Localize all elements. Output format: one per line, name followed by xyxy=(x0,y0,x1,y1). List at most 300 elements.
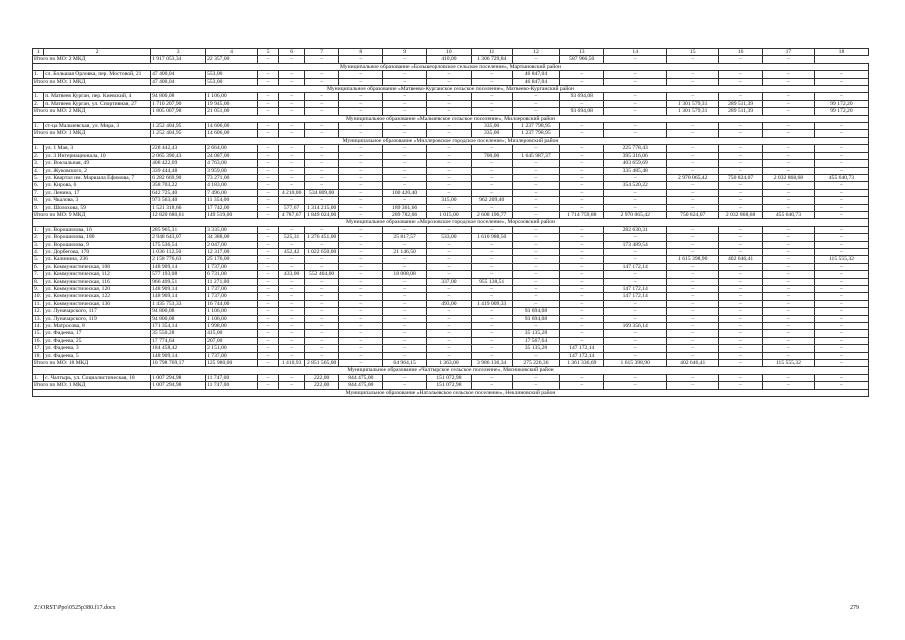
cell-value: – xyxy=(339,360,383,367)
table-row xyxy=(33,352,869,359)
cell-value: 34 388,00 xyxy=(206,234,258,241)
section-title: Муниципальное образование «Миллеровское городское поселение», Миллеровский район xyxy=(33,137,869,144)
cell-value: – xyxy=(512,271,560,278)
cell-value: – xyxy=(814,308,868,315)
cell-value: – xyxy=(383,56,427,63)
cell-value: – xyxy=(814,300,868,307)
cell-value: – xyxy=(560,174,604,181)
cell-value: – xyxy=(512,323,560,330)
cell-value: – xyxy=(512,100,560,107)
cell-value: – xyxy=(383,293,427,300)
cell-value: 315,00 xyxy=(427,197,472,204)
cell-value: – xyxy=(471,108,512,115)
cell-value: – xyxy=(279,167,304,174)
cell-value: 14 606,00 xyxy=(206,130,258,137)
cell-value: – xyxy=(762,123,814,130)
cell-value: 10 798 769,17 xyxy=(151,360,206,367)
cell-value: – xyxy=(339,308,383,315)
cell-value: – xyxy=(427,286,472,293)
cell-value: – xyxy=(427,315,472,322)
cell-value: – xyxy=(471,160,512,167)
cell-value: 533,00 xyxy=(427,234,472,241)
cell-value: 100 420,40 xyxy=(383,189,427,196)
cell-value: – xyxy=(427,174,472,181)
address-cell: ул. Калинина, 236 xyxy=(44,256,151,263)
cell-value: – xyxy=(339,56,383,63)
cell-value: – xyxy=(427,293,472,300)
total-label: Итого по МО: 1 МКД xyxy=(33,78,151,85)
cell-value: – xyxy=(560,182,604,189)
cell-value: 4 210,00 xyxy=(279,189,304,196)
address-cell: сл. Большая Орловка, пер. Мостовой, 21 xyxy=(44,71,151,78)
cell-value: – xyxy=(304,78,339,85)
cell-value: – xyxy=(762,374,814,381)
cell-value: – xyxy=(471,174,512,181)
cell-value: – xyxy=(512,234,560,241)
cell-value: – xyxy=(512,174,560,181)
cell-value: 1 849 024,00 xyxy=(304,211,339,218)
cell-value: – xyxy=(427,78,472,85)
cell-value: – xyxy=(762,300,814,307)
cell-value: 1 361 336,69 xyxy=(560,360,604,367)
cell-value: – xyxy=(604,56,667,63)
cell-value: 4 787,67 xyxy=(279,211,304,218)
cell-value: – xyxy=(258,330,279,337)
cell-value: – xyxy=(339,152,383,159)
cell-value: 395 316,06 xyxy=(604,152,667,159)
cell-value: 35 135,28 xyxy=(512,330,560,337)
cell-value: 402 646,41 xyxy=(719,256,763,263)
cell-value: – xyxy=(667,323,719,330)
cell-value: – xyxy=(279,130,304,137)
cell-value: – xyxy=(383,241,427,248)
cell-value: 149 519,00 xyxy=(206,211,258,218)
table-row xyxy=(33,278,869,285)
cell-value: – xyxy=(471,315,512,322)
cell-value: – xyxy=(560,100,604,107)
cell-value: – xyxy=(258,152,279,159)
cell-value: – xyxy=(560,145,604,152)
table-row xyxy=(33,182,869,189)
cell-value: 1 710 207,90 xyxy=(151,100,206,107)
cell-value: – xyxy=(560,278,604,285)
cell-value: – xyxy=(304,323,339,330)
table-row xyxy=(33,241,869,248)
cell-value: 17 742,00 xyxy=(206,204,258,211)
cell-value: – xyxy=(427,189,472,196)
cell-value: – xyxy=(471,167,512,174)
cell-value: – xyxy=(258,293,279,300)
row-number: 6. xyxy=(33,263,44,270)
cell-value: 553,00 xyxy=(206,78,258,85)
address-cell: ул. Чкалова, 3 xyxy=(44,197,151,204)
cell-value: 1 301 579,31 xyxy=(667,108,719,115)
cell-value: – xyxy=(762,286,814,293)
address-cell: ул. Коммунистическая, 120 xyxy=(44,286,151,293)
cell-value: – xyxy=(719,271,763,278)
cell-value: 966 409,51 xyxy=(151,278,206,285)
cell-value: – xyxy=(258,241,279,248)
cell-value: 1 036 112,50 xyxy=(151,248,206,255)
cell-value: – xyxy=(762,189,814,196)
address-cell: ул. Жуковского, 2 xyxy=(44,167,151,174)
row-number: 6. xyxy=(33,182,44,189)
cell-value: – xyxy=(814,330,868,337)
cell-value: – xyxy=(383,123,427,130)
cell-value: 962 209,40 xyxy=(471,197,512,204)
cell-value: – xyxy=(604,382,667,389)
cell-value: – xyxy=(604,374,667,381)
cell-value: – xyxy=(604,300,667,307)
total-row xyxy=(33,78,869,85)
cell-value: – xyxy=(814,263,868,270)
cell-value: – xyxy=(258,278,279,285)
cell-value: – xyxy=(258,226,279,233)
address-cell: ул. Фадеева, 3 xyxy=(44,345,151,352)
cell-value: – xyxy=(762,234,814,241)
table-row xyxy=(33,315,869,322)
cell-value: – xyxy=(604,352,667,359)
total-row xyxy=(33,130,869,137)
section-row xyxy=(33,367,869,374)
cell-value: 335 485,48 xyxy=(604,167,667,174)
address-cell: ул. Ворошилова, 16 xyxy=(44,226,151,233)
cell-value: – xyxy=(762,241,814,248)
cell-value: – xyxy=(339,323,383,330)
address-cell: ул. 1 Мая, 3 xyxy=(44,145,151,152)
cell-value: – xyxy=(279,56,304,63)
cell-value: – xyxy=(560,71,604,78)
total-label: Итого по МО: 1 МКД xyxy=(33,130,151,137)
cell-value: 289 511,39 xyxy=(719,100,763,107)
cell-value: – xyxy=(560,241,604,248)
cell-value: – xyxy=(762,315,814,322)
cell-value: – xyxy=(383,382,427,389)
row-number: 4. xyxy=(33,248,44,255)
cell-value: – xyxy=(383,78,427,85)
cell-value: 147 172,14 xyxy=(604,286,667,293)
cell-value: 147 172,14 xyxy=(560,345,604,352)
row-number: 1. xyxy=(33,374,44,381)
cell-value: – xyxy=(604,197,667,204)
cell-value: 1 106,00 xyxy=(206,315,258,322)
cell-value: – xyxy=(258,130,279,137)
cell-value: – xyxy=(471,286,512,293)
cell-value: – xyxy=(304,93,339,100)
cell-value: 169 356,14 xyxy=(604,323,667,330)
table-row xyxy=(33,152,869,159)
cell-value: – xyxy=(383,263,427,270)
cell-value: – xyxy=(383,100,427,107)
address-cell: ул. Коммунистическая, 122 xyxy=(44,293,151,300)
cell-value: – xyxy=(279,345,304,352)
cell-value: – xyxy=(719,241,763,248)
cell-value: – xyxy=(719,293,763,300)
cell-value: 222,00 xyxy=(304,374,339,381)
table-row xyxy=(33,308,869,315)
cell-value: – xyxy=(471,374,512,381)
column-number: 2 xyxy=(44,49,151,56)
cell-value: – xyxy=(427,352,472,359)
total-label: Итого по МО: 2 МКД xyxy=(33,108,151,115)
cell-value: 587 966,50 xyxy=(560,56,604,63)
address-cell: ул. Ворошилова, 180 xyxy=(44,234,151,241)
cell-value: 6 282 669,90 xyxy=(151,174,206,181)
cell-value: – xyxy=(279,337,304,344)
cell-value: 289 511,39 xyxy=(719,108,763,115)
cell-value: – xyxy=(304,345,339,352)
column-number: 12 xyxy=(512,49,560,56)
cell-value: – xyxy=(667,293,719,300)
column-number: 13 xyxy=(560,49,604,56)
cell-value: – xyxy=(667,248,719,255)
cell-value: 1 714 759,88 xyxy=(560,211,604,218)
cell-value: – xyxy=(471,145,512,152)
cell-value: – xyxy=(762,130,814,137)
cell-value: – xyxy=(258,315,279,322)
cell-value: – xyxy=(560,323,604,330)
cell-value: – xyxy=(762,108,814,115)
cell-value: – xyxy=(258,374,279,381)
cell-value: 2 032 868,68 xyxy=(762,174,814,181)
table-row xyxy=(33,271,869,278)
cell-value: – xyxy=(667,197,719,204)
total-label: Итого по МО: 9 МКД xyxy=(33,211,151,218)
cell-value: 6 731,00 xyxy=(206,271,258,278)
cell-value: 339 444,48 xyxy=(151,167,206,174)
cell-value: – xyxy=(427,71,472,78)
cell-value: – xyxy=(560,315,604,322)
cell-value: 14 606,00 xyxy=(206,123,258,130)
cell-value: – xyxy=(667,189,719,196)
cell-value: – xyxy=(427,123,472,130)
cell-value: – xyxy=(258,167,279,174)
address-cell: ул. Луначарского, 117 xyxy=(44,308,151,315)
cell-value: – xyxy=(560,130,604,137)
cell-value: – xyxy=(339,160,383,167)
cell-value: 1 998,00 xyxy=(206,323,258,330)
cell-value: – xyxy=(258,71,279,78)
cell-value: – xyxy=(471,271,512,278)
total-label: Итого по МО: 1 МКД xyxy=(33,382,151,389)
table-row xyxy=(33,345,869,352)
cell-value: – xyxy=(279,263,304,270)
cell-value: – xyxy=(719,308,763,315)
cell-value: 148 909,14 xyxy=(151,352,206,359)
cell-value: – xyxy=(471,256,512,263)
cell-value: – xyxy=(762,182,814,189)
cell-value: – xyxy=(383,93,427,100)
cell-value: – xyxy=(304,241,339,248)
cell-value: 2 065 390,43 xyxy=(151,152,206,159)
cell-value: – xyxy=(427,167,472,174)
table-row xyxy=(33,234,869,241)
cell-value: 24 087,00 xyxy=(206,152,258,159)
cell-value: – xyxy=(339,123,383,130)
table-row xyxy=(33,167,869,174)
cell-value: – xyxy=(512,286,560,293)
cell-value: 289 782,06 xyxy=(383,211,427,218)
row-number: 3. xyxy=(33,241,44,248)
cell-value: 17 774,64 xyxy=(151,337,206,344)
cell-value: – xyxy=(719,382,763,389)
cell-value: – xyxy=(383,167,427,174)
cell-value: – xyxy=(762,226,814,233)
cell-value: 1 301 579,31 xyxy=(667,100,719,107)
cell-value: – xyxy=(604,256,667,263)
address-cell: с. Чалтырь, ул. Социалистическая, 18 xyxy=(44,374,151,381)
cell-value: – xyxy=(383,108,427,115)
cell-value: – xyxy=(814,374,868,381)
cell-value: – xyxy=(762,345,814,352)
cell-value: – xyxy=(471,345,512,352)
cell-value: 171 354,14 xyxy=(151,323,206,330)
cell-value: 18 008,08 xyxy=(383,271,427,278)
cell-value: 1 106,00 xyxy=(206,93,258,100)
row-number: 11. xyxy=(33,300,44,307)
cell-value: 642 725,40 xyxy=(151,189,206,196)
cell-value: – xyxy=(604,308,667,315)
cell-value: 21 146,50 xyxy=(383,248,427,255)
cell-value: – xyxy=(339,241,383,248)
cell-value: – xyxy=(279,278,304,285)
cell-value: – xyxy=(604,78,667,85)
cell-value: – xyxy=(762,382,814,389)
cell-value: – xyxy=(512,352,560,359)
cell-value: 2 664,00 xyxy=(206,145,258,152)
cell-value: – xyxy=(719,352,763,359)
cell-value: – xyxy=(304,182,339,189)
cell-value: – xyxy=(762,167,814,174)
cell-value: – xyxy=(512,56,560,63)
table-row xyxy=(33,300,869,307)
cell-value: – xyxy=(339,315,383,322)
file-path: Z:\ORST\Ppo\0525p380.f17.docx xyxy=(34,605,116,611)
cell-value: – xyxy=(304,293,339,300)
cell-value: 1 610 988,50 xyxy=(471,234,512,241)
cell-value: – xyxy=(719,226,763,233)
cell-value: – xyxy=(427,337,472,344)
table-row xyxy=(33,293,869,300)
table-row xyxy=(33,226,869,233)
address-cell: п. Матвеев Курган, пер. Киевский, 4 xyxy=(44,93,151,100)
address-cell: ул. Дорбегова, 170 xyxy=(44,248,151,255)
cell-value: – xyxy=(279,352,304,359)
cell-value: – xyxy=(667,234,719,241)
address-cell: ул. Шолохова, 59 xyxy=(44,204,151,211)
cell-value: 148 909,14 xyxy=(151,263,206,270)
cell-value: – xyxy=(512,263,560,270)
address-cell: ул. Вокзальная, 49 xyxy=(44,160,151,167)
cell-value: 577,67 xyxy=(279,204,304,211)
cell-value: – xyxy=(560,123,604,130)
cell-value: – xyxy=(814,189,868,196)
cell-value: – xyxy=(279,241,304,248)
row-number: 12. xyxy=(33,308,44,315)
cell-value: – xyxy=(512,108,560,115)
cell-value: 1 007 294,98 xyxy=(151,374,206,381)
cell-value: – xyxy=(512,300,560,307)
cell-value: – xyxy=(339,93,383,100)
cell-value: 534 809,00 xyxy=(304,189,339,196)
cell-value: – xyxy=(814,337,868,344)
cell-value: – xyxy=(719,130,763,137)
cell-value: – xyxy=(667,145,719,152)
cell-value: – xyxy=(258,160,279,167)
cell-value: – xyxy=(814,278,868,285)
cell-value: – xyxy=(339,226,383,233)
address-cell: п. Матвеев Курган, ул. Спортивная, 27 xyxy=(44,100,151,107)
cell-value: – xyxy=(604,93,667,100)
cell-value: – xyxy=(762,248,814,255)
cell-value: 175 536,54 xyxy=(151,241,206,248)
cell-value: – xyxy=(814,211,868,218)
total-row xyxy=(33,211,869,218)
cell-value: – xyxy=(258,108,279,115)
total-row xyxy=(33,108,869,115)
table-row xyxy=(33,374,869,381)
section-title: Муниципальное образование «Большеорловское сельское поселение», Мартыновский район xyxy=(33,63,869,70)
cell-value: – xyxy=(258,286,279,293)
cell-value: 3 986 136,34 xyxy=(471,360,512,367)
cell-value: – xyxy=(471,241,512,248)
cell-value: – xyxy=(604,248,667,255)
cell-value: – xyxy=(304,197,339,204)
cell-value: – xyxy=(814,345,868,352)
cell-value: – xyxy=(258,189,279,196)
cell-value: – xyxy=(667,204,719,211)
cell-value: – xyxy=(814,78,868,85)
cell-value: 125 980,00 xyxy=(206,360,258,367)
cell-value: – xyxy=(560,286,604,293)
cell-value: – xyxy=(471,71,512,78)
cell-value: – xyxy=(427,241,472,248)
cell-value: – xyxy=(512,226,560,233)
cell-value: 1 615 398,90 xyxy=(667,256,719,263)
cell-value: – xyxy=(304,130,339,137)
cell-value: – xyxy=(667,123,719,130)
cell-value: – xyxy=(667,130,719,137)
cell-value: – xyxy=(512,256,560,263)
row-number: 8. xyxy=(33,278,44,285)
column-number: 7 xyxy=(304,49,339,56)
cell-value: 452,42 xyxy=(279,248,304,255)
cell-value: – xyxy=(604,234,667,241)
cell-value: 11 271,00 xyxy=(206,278,258,285)
cell-value: – xyxy=(383,337,427,344)
cell-value: 147 172,14 xyxy=(604,263,667,270)
cell-value: – xyxy=(383,226,427,233)
cell-value: – xyxy=(258,263,279,270)
cell-value: – xyxy=(279,160,304,167)
table-row xyxy=(33,174,869,181)
cell-value: 2 032 868,68 xyxy=(719,211,763,218)
cell-value: – xyxy=(427,323,472,330)
page-number: 279 xyxy=(850,605,859,611)
cell-value: – xyxy=(383,330,427,337)
address-cell: ул. Кирова, 6 xyxy=(44,182,151,189)
table-row xyxy=(33,160,869,167)
cell-value: – xyxy=(719,360,763,367)
cell-value: – xyxy=(304,286,339,293)
cell-value: – xyxy=(512,382,560,389)
cell-value: 493,00 xyxy=(427,300,472,307)
table-row xyxy=(33,197,869,204)
cell-value: – xyxy=(814,123,868,130)
cell-value: 1 737,00 xyxy=(206,293,258,300)
cell-value: – xyxy=(427,130,472,137)
cell-value: – xyxy=(279,308,304,315)
